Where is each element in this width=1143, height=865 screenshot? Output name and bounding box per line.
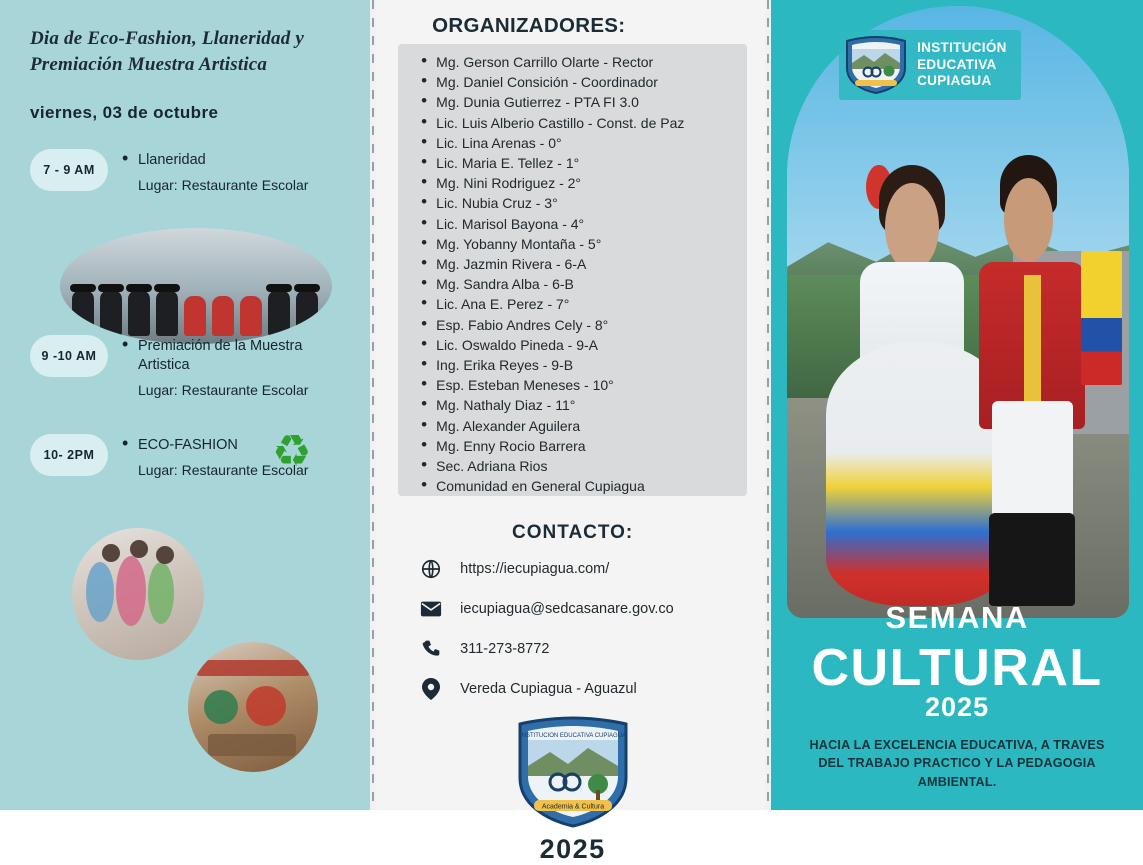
- cover-year: 2025: [925, 692, 990, 722]
- list-item: • Ing. Erika Reyes - 9-B: [420, 355, 737, 375]
- list-item: • Mg. Gerson Carrillo Olarte - Rector: [420, 52, 737, 72]
- contact-value: 311-273-8772: [460, 641, 550, 657]
- panel-middle-organizers: [376, 0, 765, 864]
- recycle-icon: ♻: [272, 427, 312, 476]
- schedule-place: Lugar: Restaurante Escolar: [138, 461, 309, 478]
- schedule-time-badge: 9 -10 AM: [30, 335, 108, 377]
- list-item: • Lic. Luis Alberio Castillo - Const. de Paz: [420, 113, 737, 133]
- photo-boy-pants: [992, 401, 1073, 531]
- organizers-card: [398, 44, 747, 496]
- contact-address: [416, 676, 747, 702]
- list-item: • Sec. Adriana Rios: [420, 456, 737, 476]
- panel-right-cover: [771, 0, 1143, 810]
- list-item: • Esp. Esteban Meneses - 10°: [420, 375, 737, 395]
- contact-value: https://iecupiagua.com/: [460, 561, 610, 577]
- organizers-list: [420, 52, 737, 496]
- school-crest-logo: [514, 716, 632, 828]
- contact-phone[interactable]: [416, 636, 747, 662]
- contact-value: Vereda Cupiagua - Aguazul: [460, 681, 637, 697]
- map-pin-icon: [416, 676, 446, 702]
- svg-text:INSTITUCION EDUCATIVA CUPIAGUA: INSTITUCION EDUCATIVA CUPIAGUA: [519, 733, 626, 739]
- schedule-activity: • Premiación de la Muestra Artistica: [122, 337, 337, 376]
- envelope-icon: [416, 596, 446, 622]
- photo-boy-head: [1004, 178, 1053, 262]
- contact-website[interactable]: [416, 556, 747, 582]
- list-item: • Mg. Alexander Aguilera: [420, 416, 737, 436]
- schedule-place: Lugar: Restaurante Escolar: [138, 176, 309, 193]
- list-item: • Mg. Jazmin Rivera - 6-A: [420, 254, 737, 274]
- list-item: • Lic. Lina Arenas - 0°: [420, 133, 737, 153]
- cover-heading-cultural: CULTURAL: [811, 639, 1103, 697]
- photo-figures: [60, 266, 332, 336]
- photo-boy-military-costume: [972, 141, 1095, 606]
- schedule-item: [30, 335, 346, 398]
- badge-line-3: CUPIAGUA: [917, 73, 992, 89]
- institution-badge: [839, 30, 1021, 100]
- badge-line-1: INSTITUCIÓN: [917, 39, 1007, 55]
- list-item: • Comunidad en General Cupiagua: [420, 476, 737, 496]
- badge-line-2: EDUCATIVA: [917, 56, 997, 72]
- institution-badge-text: [917, 40, 1007, 91]
- list-item: • Lic. Marisol Bayona - 4°: [420, 214, 737, 234]
- photo-llaneridad-group: [60, 228, 332, 344]
- schedule-time-badge: 10- 2PM: [30, 434, 108, 476]
- school-crest-icon: [845, 36, 907, 94]
- list-item: • Esp. Fabio Andres Cely - 8°: [420, 315, 737, 335]
- photo-eco-fashion-display: [188, 642, 318, 772]
- list-item: • Lic. Nubia Cruz - 3°: [420, 193, 737, 213]
- left-title: Dia de Eco-Fashion, Llaneridad y Premiación Muestra Artistica: [30, 28, 304, 75]
- crest-motto: Academia & Cultura: [541, 803, 604, 811]
- list-item: • Mg. Nini Rodriguez - 2°: [420, 173, 737, 193]
- photo-eco-fashion-costumes: [72, 528, 204, 660]
- list-item: • Lic. Ana E. Perez - 7°: [420, 294, 737, 314]
- schedule-time-badge: 7 - 9 AM: [30, 149, 108, 191]
- panel-left-schedule: [0, 0, 370, 810]
- organizers-title: ORGANIZADORES:: [432, 14, 626, 37]
- list-item: • Mg. Sandra Alba - 6-B: [420, 274, 737, 294]
- colombia-flag: [1081, 251, 1122, 386]
- list-item: • Mg. Dunia Gutierrez - PTA FI 3.0: [420, 92, 737, 112]
- schedule-item: [30, 149, 346, 193]
- list-item: • Mg. Enny Rocio Barrera: [420, 436, 737, 456]
- contact-value: iecupiagua@sedcasanare.gov.co: [460, 601, 674, 617]
- schedule-place: Lugar: Restaurante Escolar: [138, 381, 309, 398]
- photo-boy-boots: [989, 513, 1075, 606]
- schedule-activity: • ECO-FASHION: [122, 436, 308, 456]
- phone-icon: [416, 636, 446, 662]
- contact-title: CONTACTO:: [512, 522, 634, 543]
- cover-slogan: HACIA LA EXCELENCIA EDUCATIVA, A TRAVES DEL TRABAJO PRACTICO Y LA PEDAGOGIA AMBIENTAL.: [809, 738, 1105, 789]
- photo-girl-head: [885, 183, 938, 271]
- globe-icon: [416, 556, 446, 582]
- contact-email[interactable]: [416, 596, 747, 622]
- middle-year: 2025: [539, 834, 606, 864]
- list-item: • Mg. Yobanny Montaña - 5°: [420, 234, 737, 254]
- list-item: • Mg. Daniel Consición - Coordinador: [420, 72, 737, 92]
- list-item: • Lic. Oswaldo Pineda - 9-A: [420, 335, 737, 355]
- list-item: • Lic. Maria E. Tellez - 1°: [420, 153, 737, 173]
- cover-heading-semana: SEMANA: [885, 600, 1029, 635]
- schedule-activity: • Llaneridad: [122, 151, 308, 171]
- left-date: viernes, 03 de octubre: [30, 103, 219, 123]
- list-item: • Mg. Nathaly Diaz - 11°: [420, 395, 737, 415]
- photo-girl-traditional-dress: [835, 165, 992, 606]
